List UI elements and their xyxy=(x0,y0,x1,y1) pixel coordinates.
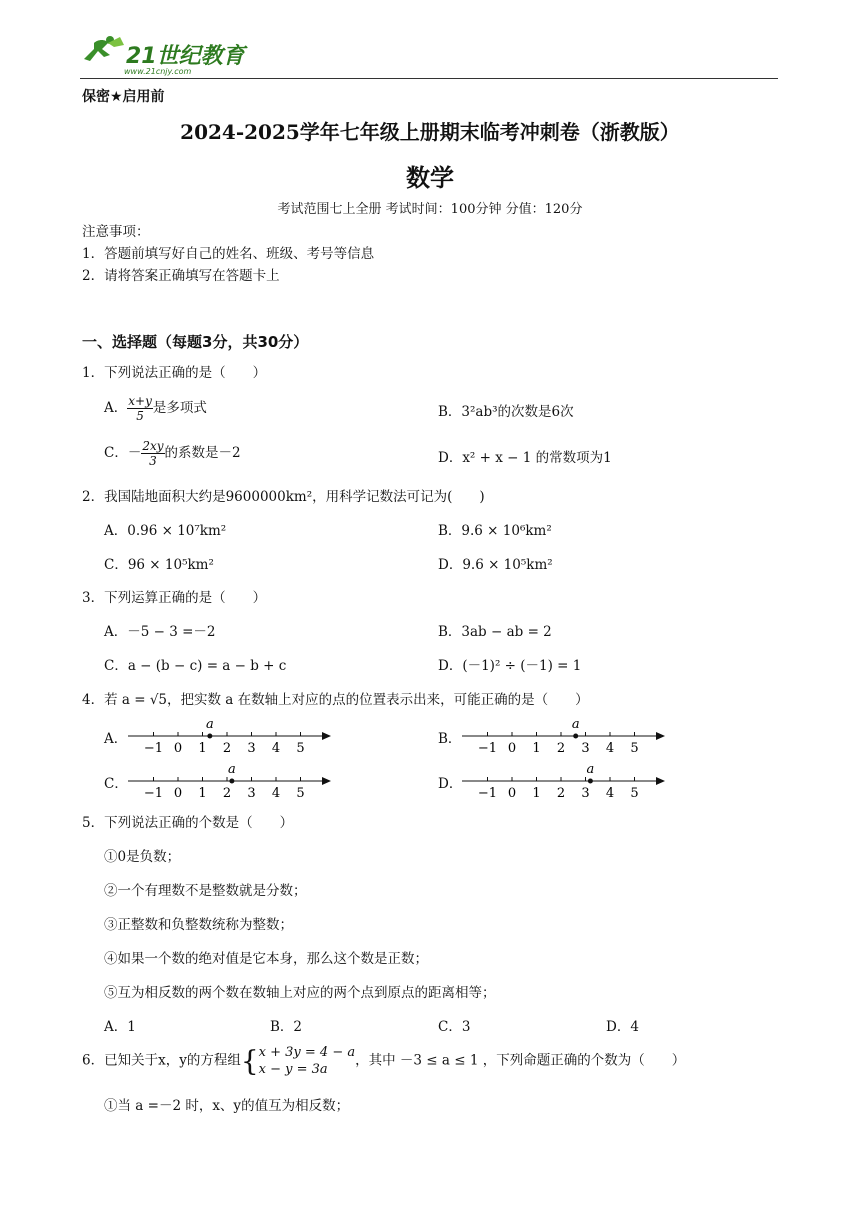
option-label: C．－ xyxy=(104,445,142,461)
q2-option-c: C．96 × 10⁵km² xyxy=(104,557,214,573)
tick-label: 0 xyxy=(173,786,183,799)
q5-statement: ⑤互为相反数的两个数在数轴上对应的两个点到原点的距离相等； xyxy=(104,985,496,1001)
q5-option-b: B．2 xyxy=(270,1019,303,1035)
q6-stem-post: ，其中 －3 ≤ a ≤ 1 ，下列命题正确的个数为（ ） xyxy=(355,1052,686,1069)
question-3-stem: 3．下列运算正确的是（ ） xyxy=(82,590,267,606)
q4-number-line-b xyxy=(460,712,670,754)
tick-label: 5 xyxy=(296,741,305,754)
q5-statement: ③正整数和负整数统称为整数； xyxy=(104,917,293,933)
question-1-stem: 1．下列说法正确的是（ ） xyxy=(82,365,267,381)
axis-arrow xyxy=(322,777,331,785)
tick-label: 2 xyxy=(556,786,566,799)
point-a xyxy=(229,779,234,784)
tick-label: 4 xyxy=(271,741,281,754)
question-4-stem: 4．若 a = √5，把实数 a 在数轴上对应的点的位置表示出来，可能正确的是（ ） xyxy=(82,692,589,708)
note-item: 2．请将答案正确填写在答题卡上 xyxy=(82,268,280,284)
point-a xyxy=(207,734,212,739)
tick-label: 3 xyxy=(581,741,590,754)
notes-heading: 注意事项： xyxy=(82,224,150,240)
point-a xyxy=(573,734,578,739)
tick-label: 5 xyxy=(630,786,639,799)
axis-arrow xyxy=(322,732,331,740)
q3-option-b: B．3ab − ab = 2 xyxy=(438,624,552,640)
option-text: 的系数是－2 xyxy=(164,445,241,461)
tick-label: 4 xyxy=(605,786,615,799)
tick-label: 4 xyxy=(605,741,615,754)
point-a xyxy=(588,779,593,784)
point-label: a xyxy=(571,717,580,732)
q5-statement: ①0是负数； xyxy=(104,849,181,865)
axis-arrow xyxy=(656,732,665,740)
section-heading: 一、选择题（每题3分，共30分） xyxy=(82,333,309,351)
tick-label: −1 xyxy=(143,741,164,754)
secret-label: 保密★启用前 xyxy=(82,89,165,105)
tick-label: 0 xyxy=(173,741,183,754)
point-label: a xyxy=(228,762,236,777)
fraction xyxy=(127,394,153,423)
q4-number-line-a xyxy=(126,712,336,754)
q6-stem-pre: 6．已知关于x，y的方程组 xyxy=(82,1052,241,1069)
point-label: a xyxy=(586,762,595,777)
q1-option-a xyxy=(104,394,207,423)
tick-label: 1 xyxy=(198,741,207,754)
tick-label: 3 xyxy=(247,786,256,799)
tick-label: 1 xyxy=(532,741,541,754)
subject-title: 数学 xyxy=(406,164,454,192)
q1-option-c xyxy=(104,439,241,468)
logo-url: www.21cnjy.com xyxy=(124,67,192,76)
q3-option-d: D．(－1)² ÷ (－1) = 1 xyxy=(438,658,582,674)
q4-option-c-label: C． xyxy=(104,776,128,792)
numerator: x+y xyxy=(128,394,152,408)
q5-statement: ④如果一个数的绝对值是它本身，那么这个数是正数； xyxy=(104,951,428,967)
axis-arrow xyxy=(656,777,665,785)
tick-label: 5 xyxy=(630,741,639,754)
tick-label: 4 xyxy=(271,786,281,799)
q4-number-line-d xyxy=(460,757,670,799)
tick-label: 1 xyxy=(198,786,207,799)
equation-2: x − y = 3a xyxy=(258,1062,328,1077)
q2-option-b: B．9.6 × 10⁶km² xyxy=(438,523,552,539)
option-text: 是多项式 xyxy=(152,400,207,416)
tick-label: 5 xyxy=(296,786,305,799)
tick-label: −1 xyxy=(477,741,498,754)
q4-option-a-label: A． xyxy=(104,731,128,747)
fraction xyxy=(141,439,164,468)
tick-label: −1 xyxy=(477,786,498,799)
site-logo xyxy=(80,33,250,77)
q3-option-a: A．－5 − 3 =－2 xyxy=(104,624,216,640)
tick-label: 2 xyxy=(556,741,566,754)
denominator: 5 xyxy=(136,409,144,423)
q2-option-d: D．9.6 × 10⁵km² xyxy=(438,557,553,573)
q4-number-line-c xyxy=(126,757,336,799)
q5-option-a: A．1 xyxy=(104,1019,136,1035)
brace: { xyxy=(240,1044,259,1078)
header-rule xyxy=(80,78,778,79)
question-2-stem: 2．我国陆地面积大约是9600000km²，用科学记数法可记为( ) xyxy=(82,489,485,505)
logo-text: 21世纪教育 xyxy=(126,44,245,69)
tick-label: 3 xyxy=(247,741,256,754)
q2-option-a: A．0.96 × 10⁷km² xyxy=(104,523,227,539)
runner-icon xyxy=(84,36,124,61)
note-item: 1．答题前填写好自己的姓名、班级、考号等信息 xyxy=(82,246,375,262)
numerator: 2xy xyxy=(142,439,164,453)
tick-label: 0 xyxy=(507,741,517,754)
equation-1: x + 3y = 4 − a xyxy=(258,1045,356,1060)
tick-label: 1 xyxy=(532,786,541,799)
exam-info: 考试范围七上全册 考试时间：100分钟 分值：120分 xyxy=(277,202,583,217)
denominator: 3 xyxy=(149,454,157,468)
point-label: a xyxy=(205,717,214,732)
option-label: A． xyxy=(104,400,128,416)
question-6-stem xyxy=(82,1044,685,1078)
q1-option-b: B．3²ab³的次数是6次 xyxy=(438,404,574,420)
q3-option-c: C．a − (b − c) = a − b + c xyxy=(104,658,287,674)
tick-label: 2 xyxy=(222,786,232,799)
question-5-stem: 5．下列说法正确的个数是（ ） xyxy=(82,815,294,831)
equation-system xyxy=(259,1044,355,1078)
q4-option-b-label: B． xyxy=(438,731,462,747)
q5-option-d: D．4 xyxy=(606,1019,639,1035)
tick-label: 0 xyxy=(507,786,517,799)
q4-option-d-label: D． xyxy=(438,776,463,792)
q5-statement: ②一个有理数不是整数就是分数； xyxy=(104,883,307,899)
tick-label: 3 xyxy=(581,786,590,799)
q6-statement: ①当 a =－2 时，x、y的值互为相反数； xyxy=(104,1098,350,1114)
q5-option-c: C．3 xyxy=(438,1019,471,1035)
tick-label: 2 xyxy=(222,741,232,754)
tick-label: −1 xyxy=(143,786,164,799)
q1-option-d: D．x² + x − 1 的常数项为1 xyxy=(438,450,612,466)
page-title: 2024-2025学年七年级上册期末临考冲刺卷（浙教版） xyxy=(180,120,680,144)
